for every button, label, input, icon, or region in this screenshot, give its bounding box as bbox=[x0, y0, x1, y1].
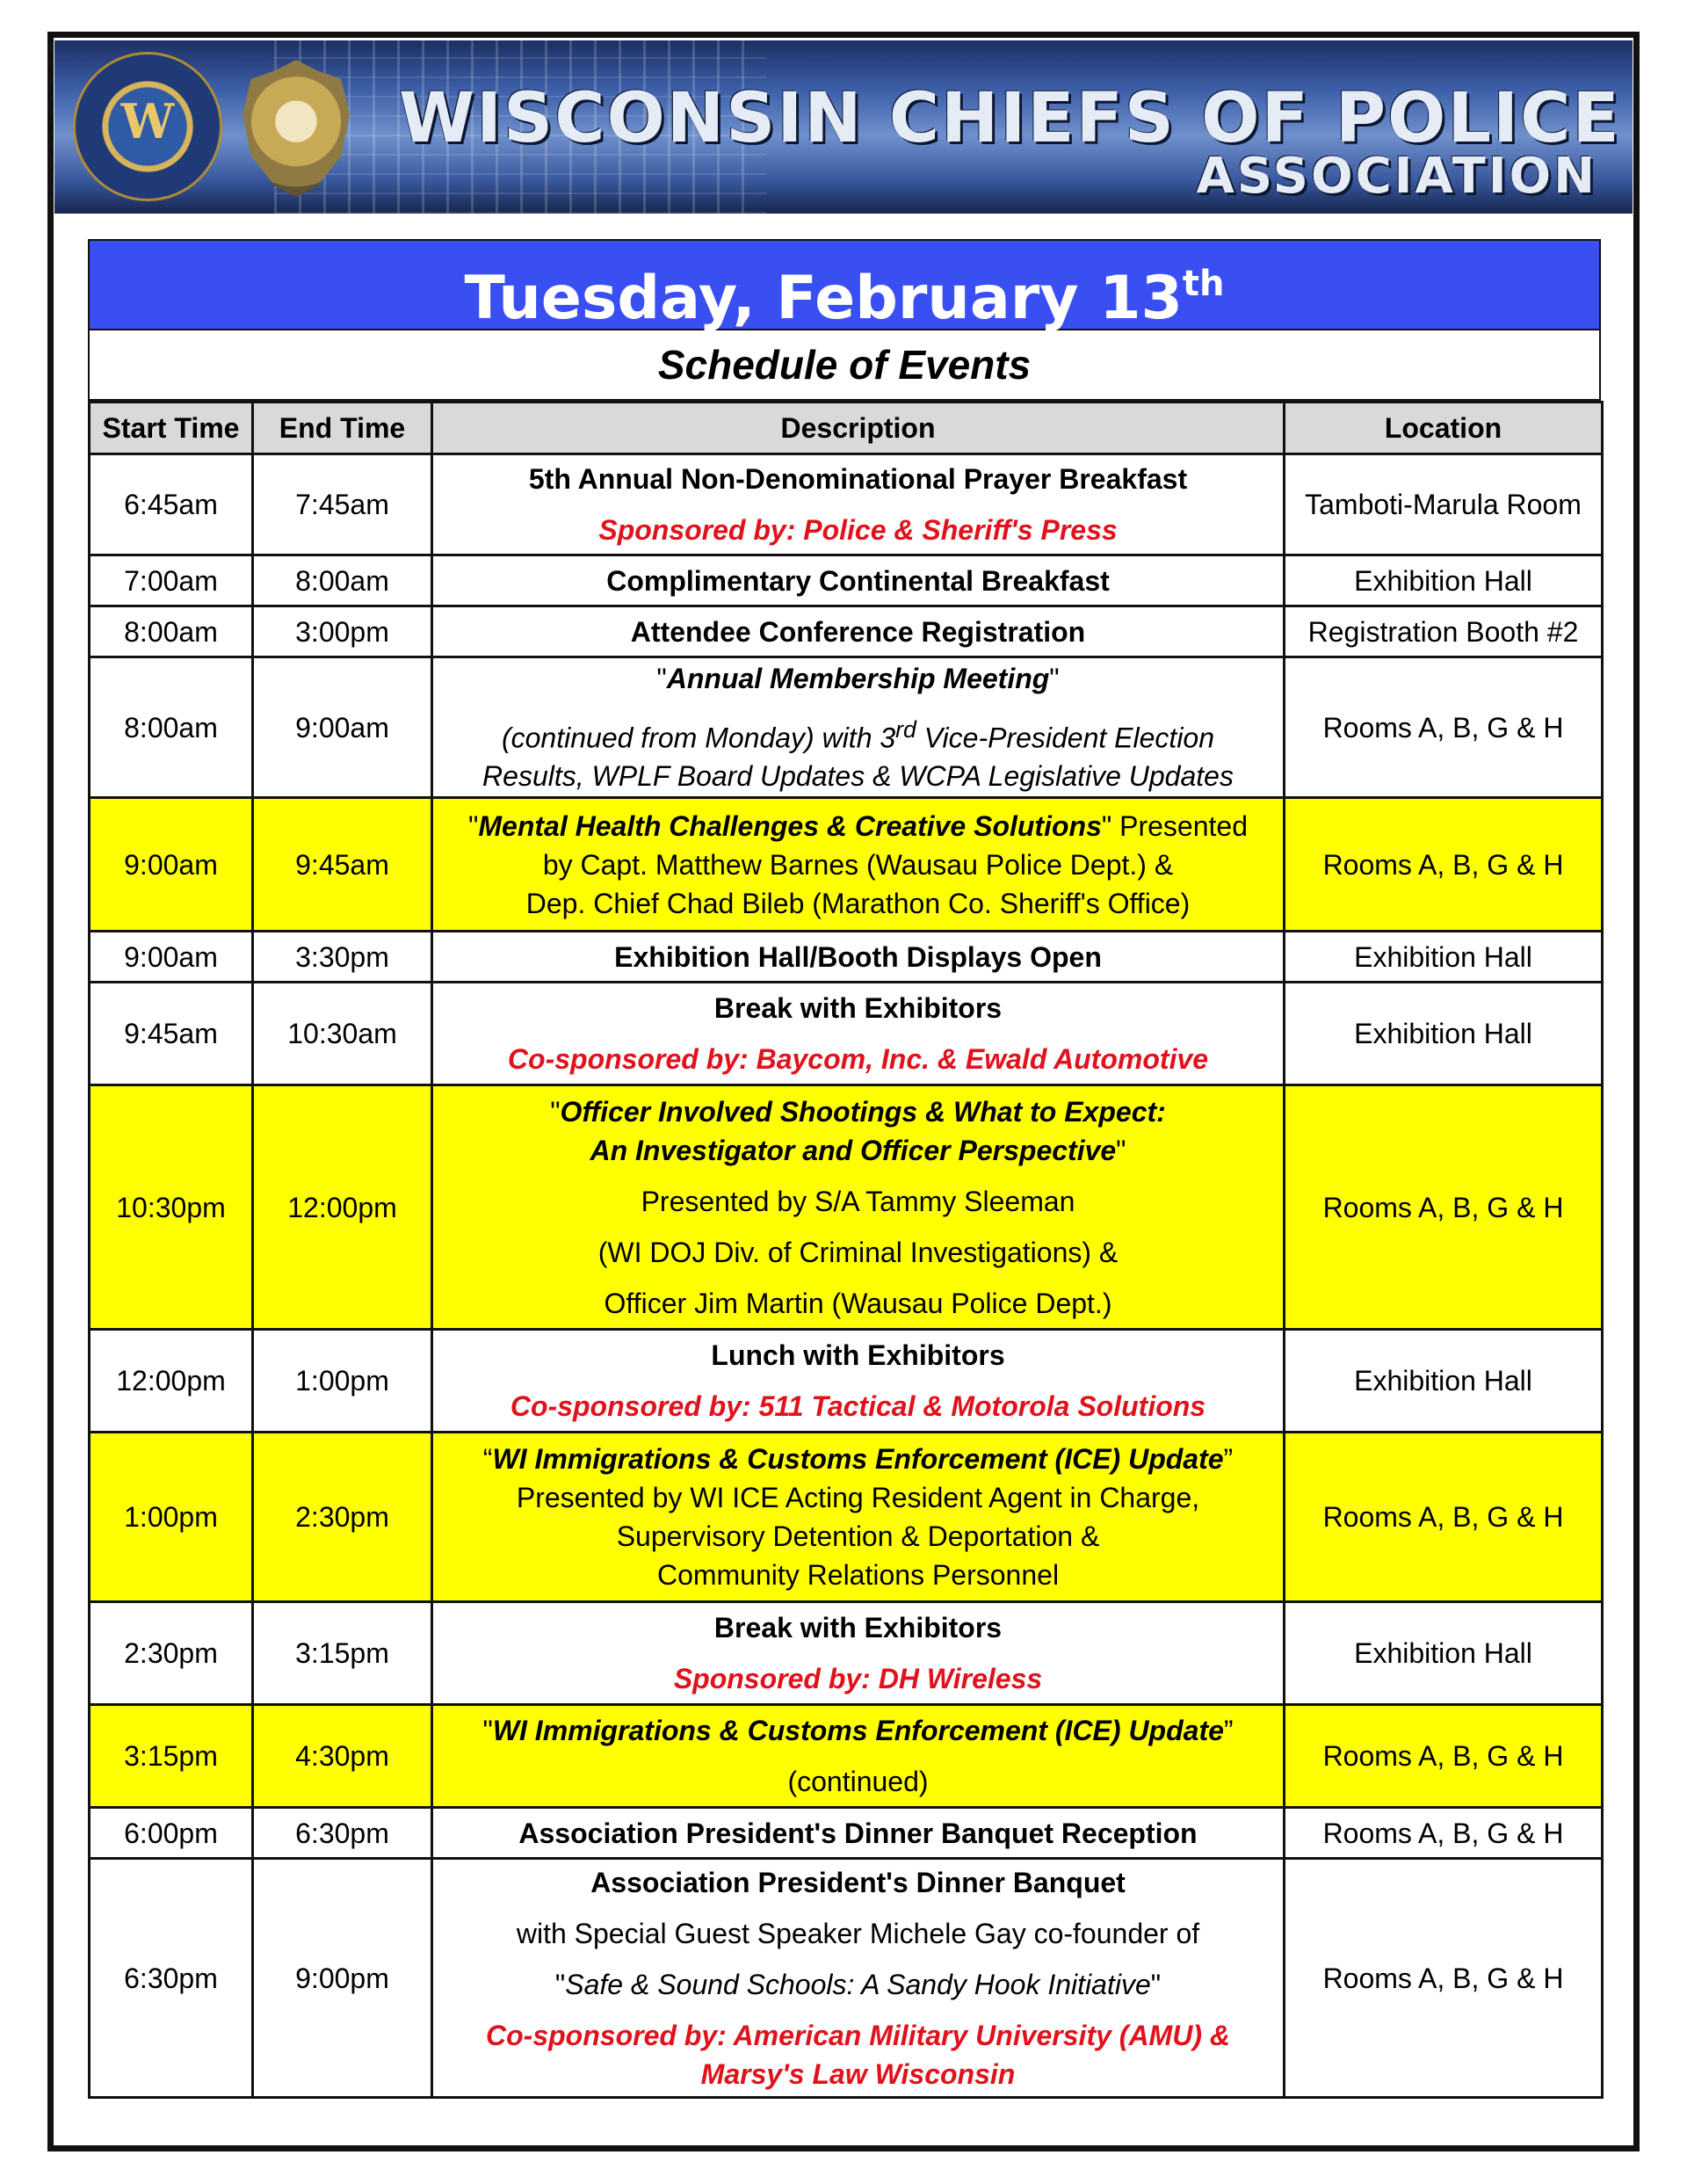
start-time: 8:00am bbox=[90, 657, 253, 798]
start-time: 3:15pm bbox=[90, 1705, 253, 1808]
event-location: Rooms A, B, G & H bbox=[1285, 1859, 1603, 2098]
event-detail: Officer Jim Martin (Wausau Police Dept.) bbox=[604, 1287, 1112, 1319]
event-title: Officer Involved Shootings & What to Expect: bbox=[560, 1095, 1166, 1128]
start-time: 6:45am bbox=[90, 454, 253, 555]
event-detail: by Capt. Matthew Barnes (Wausau Police Dept.) & bbox=[542, 848, 1174, 881]
event-location: Exhibition Hall bbox=[1285, 1602, 1603, 1705]
event-detail-text: Vice-President Election bbox=[916, 722, 1215, 754]
event-title: WI Immigrations & Customs Enforcement (ICE) Update bbox=[492, 1715, 1224, 1746]
association-banner bbox=[54, 40, 1633, 214]
table-row bbox=[90, 1602, 1603, 1705]
day-label: Tuesday, February 13 bbox=[464, 264, 1183, 333]
event-detail: Results, WPLF Board Updates & WCPA Legislative Updates bbox=[482, 760, 1234, 793]
table-row bbox=[90, 1433, 1603, 1602]
day-ordinal: th bbox=[1182, 264, 1225, 304]
association-seal-icon bbox=[76, 54, 220, 199]
event-title: Complimentary Continental Breakfast bbox=[432, 555, 1285, 606]
table-row bbox=[90, 1859, 1603, 2098]
event-title: Break with Exhibitors bbox=[713, 1612, 1003, 1643]
event-sponsor: Sponsored by: Police & Sheriff's Press bbox=[598, 514, 1118, 546]
end-time: 3:15pm bbox=[253, 1602, 432, 1705]
event-location: Exhibition Hall bbox=[1285, 1330, 1603, 1433]
end-time: 9:00pm bbox=[253, 1859, 432, 2098]
event-sponsor: Co-sponsored by: American Military University (AMU) & bbox=[486, 2019, 1230, 2051]
table-row bbox=[90, 657, 1603, 798]
event-title-line: "Mental Health Challenges & Creative Solutions" Presented bbox=[468, 809, 1248, 842]
start-time: 12:00pm bbox=[90, 1330, 253, 1433]
event-location: Rooms A, B, G & H bbox=[1285, 1808, 1603, 1859]
end-time: 6:30pm bbox=[253, 1808, 432, 1859]
event-title-tail: Presented bbox=[1111, 809, 1248, 842]
event-title: Association President's Dinner Banquet Reception bbox=[432, 1808, 1285, 1859]
table-row bbox=[90, 1808, 1603, 1859]
event-title: Exhibition Hall/Booth Displays Open bbox=[432, 932, 1285, 983]
end-time: 3:00pm bbox=[253, 606, 432, 657]
end-time: 1:00pm bbox=[253, 1330, 432, 1433]
event-detail: Presented by WI ICE Acting Resident Agent in Charge, bbox=[516, 1482, 1200, 1513]
event-detail: (WI DOJ Div. of Criminal Investigations) & bbox=[597, 1236, 1119, 1268]
start-time: 9:00am bbox=[90, 798, 253, 932]
day-heading bbox=[88, 239, 1601, 333]
event-location: Registration Booth #2 bbox=[1285, 606, 1603, 657]
table-row bbox=[90, 983, 1603, 1085]
start-time: 8:00am bbox=[90, 606, 253, 657]
table-row bbox=[90, 555, 1603, 606]
event-title-line: "Officer Involved Shootings & What to Expect: bbox=[550, 1095, 1166, 1128]
table-row bbox=[90, 1085, 1603, 1330]
end-time: 3:30pm bbox=[253, 932, 432, 983]
event-detail-text: (continued from Monday) with 3 bbox=[501, 722, 896, 754]
table-row bbox=[90, 454, 1603, 555]
start-time: 6:30pm bbox=[90, 1859, 253, 2098]
event-title: Annual Membership Meeting bbox=[666, 662, 1050, 694]
schedule-title: Schedule of Events bbox=[88, 330, 1601, 401]
event-description bbox=[432, 983, 1285, 1085]
event-detail: (continued) bbox=[787, 1766, 929, 1797]
start-time: 9:45am bbox=[90, 983, 253, 1085]
event-title: WI Immigrations & Customs Enforcement (ICE) Update bbox=[492, 1443, 1224, 1475]
end-time: 7:45am bbox=[253, 454, 432, 555]
event-title: An Investigator and Officer Perspective bbox=[590, 1134, 1117, 1166]
start-time: 2:30pm bbox=[90, 1602, 253, 1705]
table-row bbox=[90, 1705, 1603, 1808]
event-location: Rooms A, B, G & H bbox=[1285, 798, 1603, 932]
event-location: Tamboti-Marula Room bbox=[1285, 454, 1603, 555]
seal-letter: W bbox=[120, 93, 175, 149]
schedule-table bbox=[88, 401, 1604, 2099]
table-row bbox=[90, 1330, 1603, 1433]
table-row bbox=[90, 932, 1603, 983]
event-detail: Community Relations Personnel bbox=[656, 1559, 1060, 1591]
event-description bbox=[432, 1859, 1285, 2098]
event-detail: Dep. Chief Chad Bileb (Marathon Co. Sheriff's Office) bbox=[525, 887, 1191, 919]
banner-title: WISCONSIN CHIEFS OF POLICE bbox=[399, 79, 1621, 158]
end-time: 12:00pm bbox=[253, 1085, 432, 1330]
table-row bbox=[90, 798, 1603, 932]
event-detail: Safe & Sound Schools: A Sandy Hook Initiative bbox=[565, 1968, 1151, 2000]
event-title: Lunch with Exhibitors bbox=[711, 1339, 1005, 1371]
event-location: Rooms A, B, G & H bbox=[1285, 1705, 1603, 1808]
start-time: 6:00pm bbox=[90, 1808, 253, 1859]
event-title-line: An Investigator and Officer Perspective" bbox=[590, 1134, 1126, 1166]
event-sponsor: Sponsored by: DH Wireless bbox=[673, 1663, 1043, 1694]
event-sponsor: Co-sponsored by: 511 Tactical & Motorola Solutions bbox=[510, 1390, 1206, 1422]
event-description bbox=[432, 798, 1285, 932]
event-detail: Presented by S/A Tammy Sleeman bbox=[641, 1185, 1075, 1217]
end-time: 9:45am bbox=[253, 798, 432, 932]
event-location: Rooms A, B, G & H bbox=[1285, 1085, 1603, 1330]
start-time: 7:00am bbox=[90, 555, 253, 606]
start-time: 10:30pm bbox=[90, 1085, 253, 1330]
event-description bbox=[432, 1085, 1285, 1330]
end-time: 10:30am bbox=[253, 983, 432, 1085]
end-time: 4:30pm bbox=[253, 1705, 432, 1808]
event-description bbox=[432, 1433, 1285, 1602]
event-title-line: "Annual Membership Meeting" bbox=[656, 662, 1060, 694]
event-title: Mental Health Challenges & Creative Solutions bbox=[478, 809, 1102, 842]
event-sponsor: Marsy's Law Wisconsin bbox=[700, 2057, 1016, 2090]
end-time: 2:30pm bbox=[253, 1433, 432, 1602]
event-description bbox=[432, 1705, 1285, 1808]
event-location: Exhibition Hall bbox=[1285, 983, 1603, 1085]
event-title-line: “WI Immigrations & Customs Enforcement (ICE) Update” bbox=[482, 1443, 1234, 1475]
event-title-line: "WI Immigrations & Customs Enforcement (ICE) Update” bbox=[482, 1715, 1234, 1746]
event-description bbox=[432, 657, 1285, 798]
event-location: Rooms A, B, G & H bbox=[1285, 657, 1603, 798]
column-header-description: Description bbox=[432, 403, 1285, 454]
event-description bbox=[432, 454, 1285, 555]
event-location: Rooms A, B, G & H bbox=[1285, 1433, 1603, 1602]
event-title: Association President's Dinner Banquet bbox=[590, 1866, 1126, 1898]
event-sponsor: Co-sponsored by: Baycom, Inc. & Ewald Automotive bbox=[507, 1043, 1209, 1075]
event-location: Exhibition Hall bbox=[1285, 932, 1603, 983]
event-title: Break with Exhibitors bbox=[713, 992, 1003, 1024]
event-detail-ordinal: rd bbox=[895, 715, 916, 743]
event-detail: with Special Guest Speaker Michele Gay co-founder of bbox=[516, 1917, 1200, 1949]
column-header-end-time: End Time bbox=[253, 403, 432, 454]
event-description bbox=[432, 1602, 1285, 1705]
event-title: Attendee Conference Registration bbox=[432, 606, 1285, 657]
banner-subtitle: ASSOCIATION bbox=[1196, 148, 1597, 205]
event-detail bbox=[438, 710, 1278, 758]
column-header-start-time: Start Time bbox=[90, 403, 253, 454]
event-location: Exhibition Hall bbox=[1285, 555, 1603, 606]
event-description bbox=[432, 1330, 1285, 1433]
start-time: 1:00pm bbox=[90, 1433, 253, 1602]
end-time: 9:00am bbox=[253, 657, 432, 798]
table-row bbox=[90, 606, 1603, 657]
column-header-location: Location bbox=[1285, 403, 1603, 454]
event-detail-line: "Safe & Sound Schools: A Sandy Hook Initiative" bbox=[554, 1968, 1162, 2000]
table-header-row bbox=[90, 403, 1603, 454]
event-title: 5th Annual Non-Denominational Prayer Breakfast bbox=[528, 463, 1188, 495]
event-detail: Supervisory Detention & Deportation & bbox=[616, 1520, 1100, 1552]
start-time: 9:00am bbox=[90, 932, 253, 983]
end-time: 8:00am bbox=[253, 555, 432, 606]
